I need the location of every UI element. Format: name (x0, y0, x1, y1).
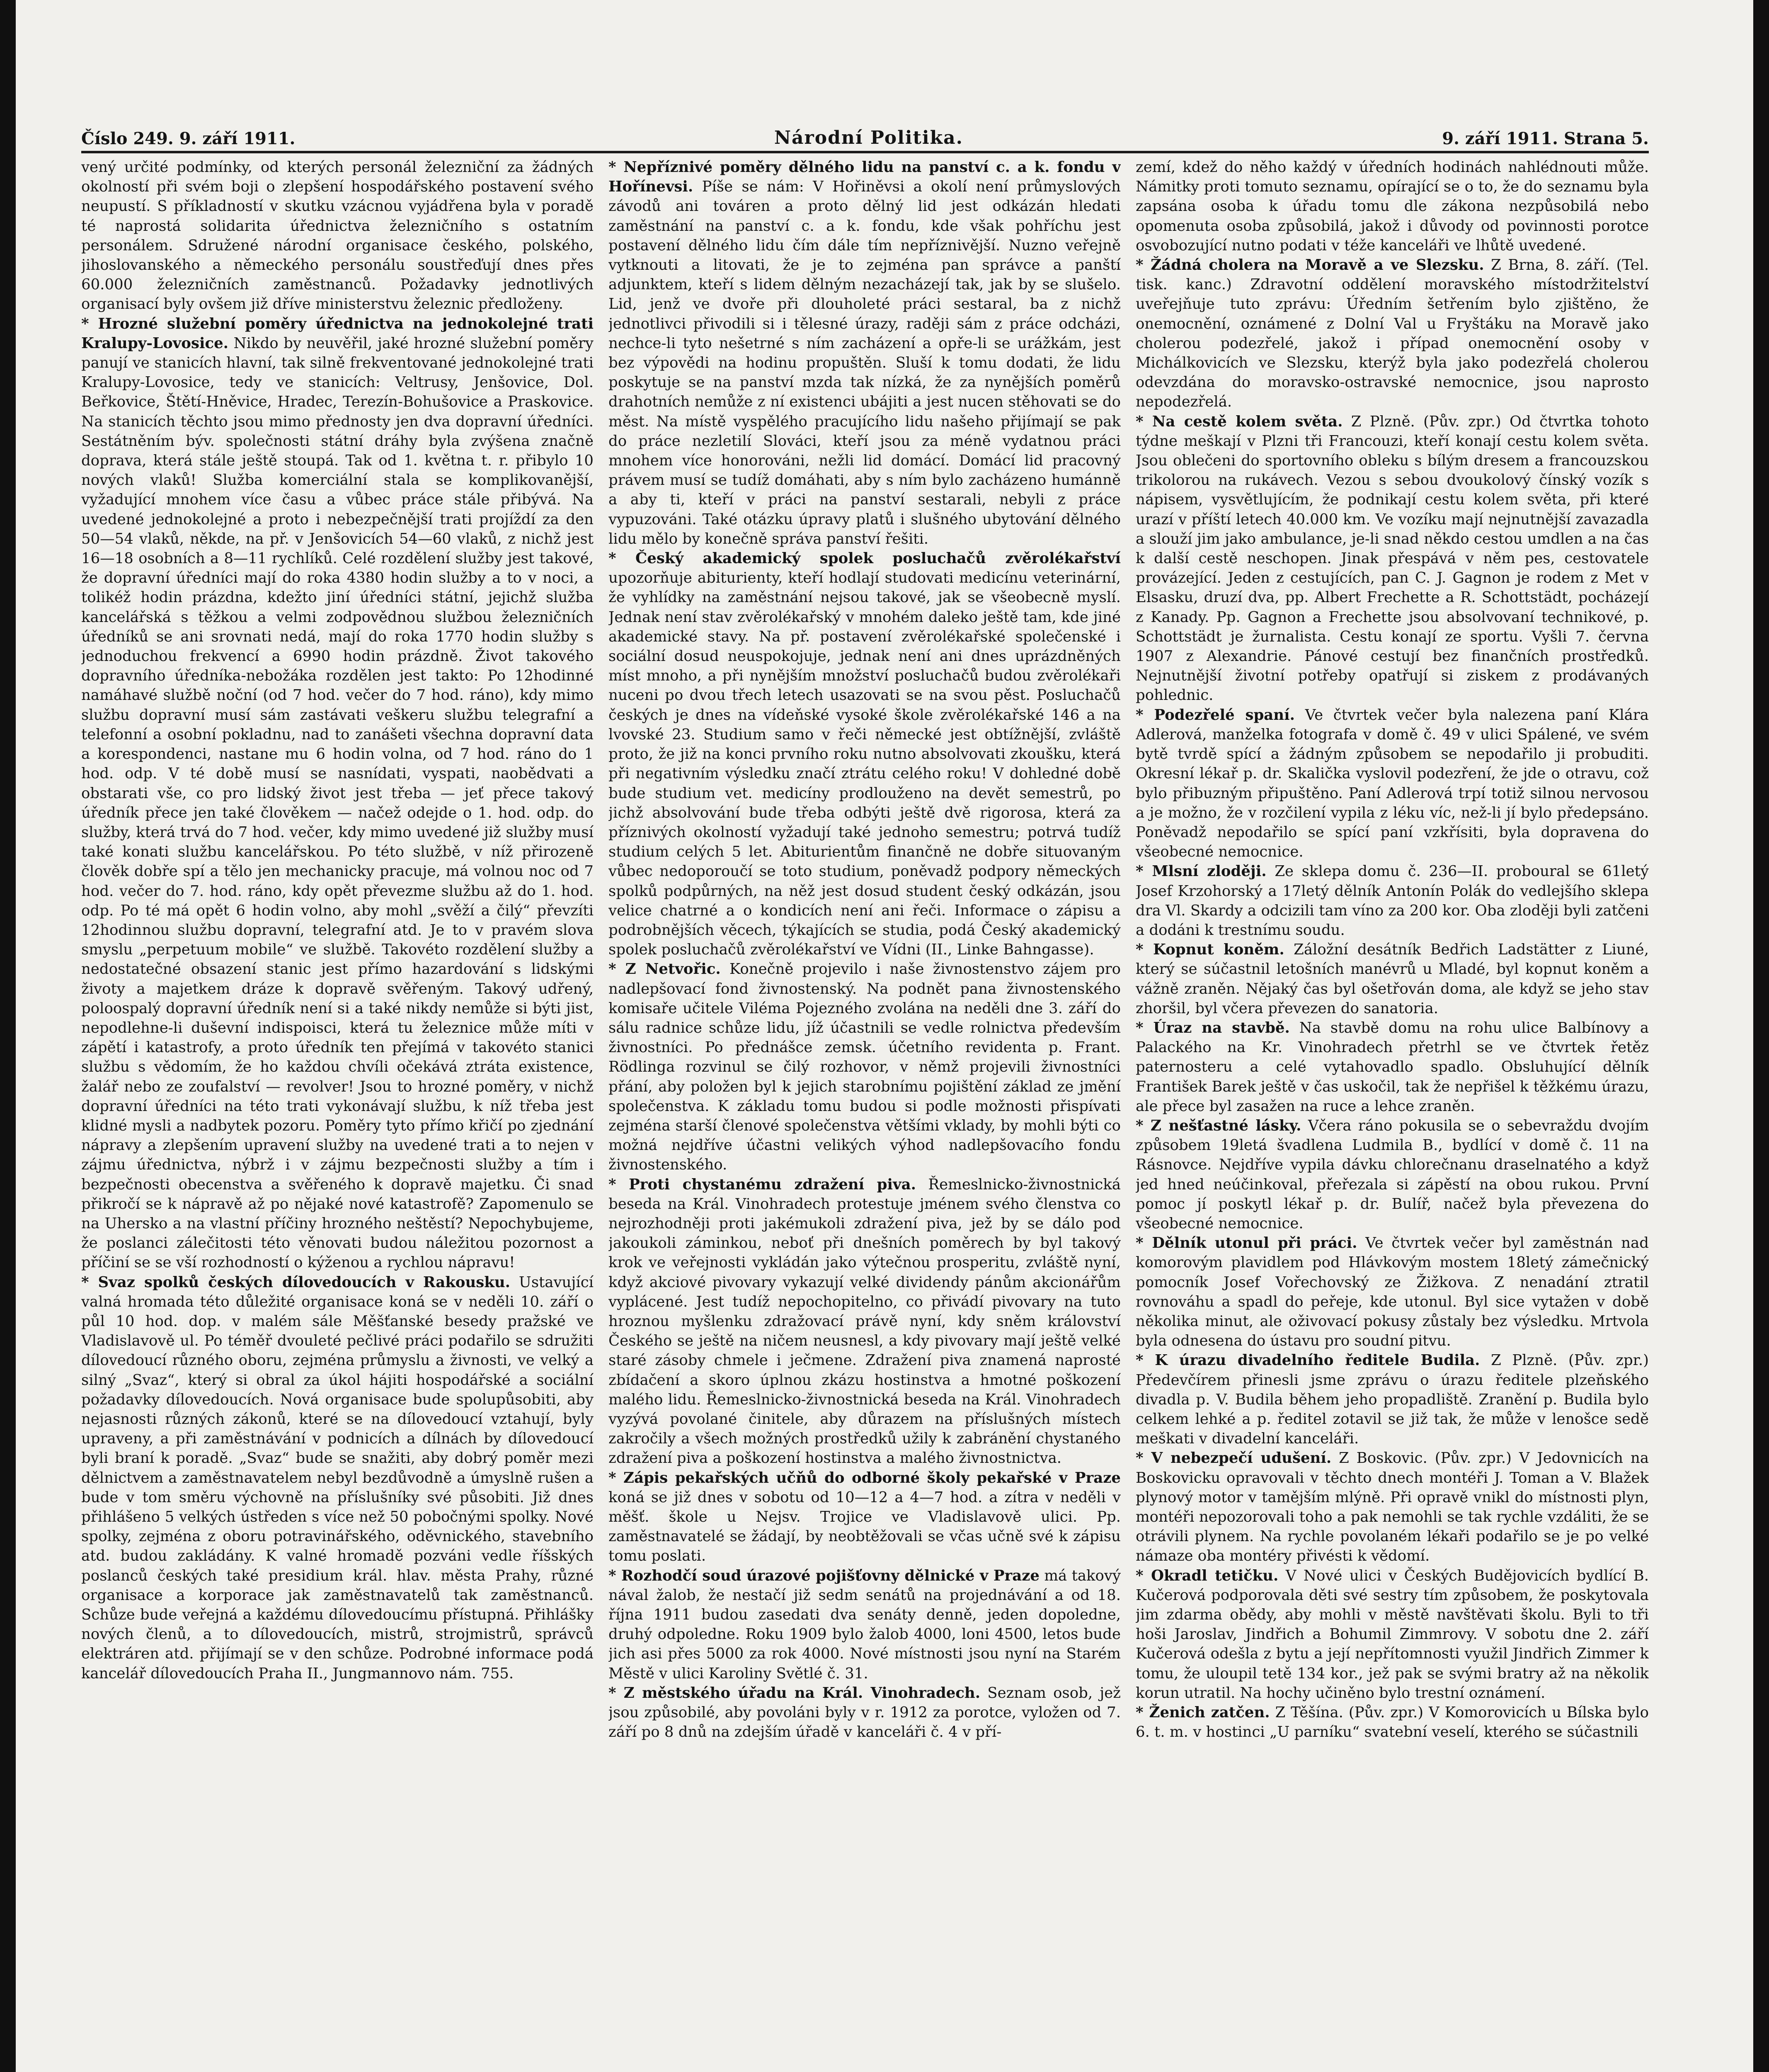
page-header (81, 124, 1649, 148)
article-headline: * Proti chystanému zdražení piva. (608, 1176, 916, 1193)
article-headline: * Z nešťastné lásky. (1136, 1117, 1301, 1134)
article (1136, 1703, 1649, 1742)
article (1136, 1351, 1649, 1448)
article-headline: * Na cestě kolem světa. (1136, 413, 1343, 430)
article-headline: * V nebezpečí udušení. (1136, 1450, 1332, 1467)
article-body: Nikdo by neuvěřil, jaké hrozné služební poměry panují ve stanicích hlavní, tak silně frekventované jednokolejné trati Kralupy-Lovosice, tedy ve stanicích: Veltrusy, Jenšovice, Dol. Beřkovice, Štětí-Hněvice, Hradec, Terezín-Bohušovice a Praskovice. Na stanicích těchto jsou mimo přednosty jen dva dopravní úředníci. Sestátněním býv. společnosti státní dráhy byla zvýšena značně doprava, která stále ještě stoupá. Tak od 1. května t. r. přibylo 10 nových vlaků! Služba komerciální stala se komplikovanější, vyžadující mnohem více času a vůbec práce stále přibývá. Na uvedené jednokolejné a proto i nebezpečnější trati projíždí za den 50—54 vlaků, někde, na př. v Jenšovicích 54—60 vlaků, z nichž jest 16—18 osobních a 8—11 rychlíků. Celé rozdělení služby jest takové, že dopravní úředníci mají do roka 4380 hodin služby a to v noci, a tolikéž hodin prázdna, kdežto jiní úředníci státní, jejichž služba kancelářská s těžkou a velmi zodpovědnou službou železničních úředníků se ani srovnati nedá, mají do roka 1770 hodin služby s jednoduchou frekvencí a 6990 hodin prázdně. Život takového dopravního úředníka-nebožáka rozdělen jest takto: Po 12hodinné namáhavé službě noční (od 7 hod. večer do 7 hod. ráno), kdy mimo službu dopravní musí sám zastávati veškeru službu telegrafní a telefonní a osobní pokladnu, nad to zanášeti všechna dopravní data a korespondenci, nastane mu 6 hodin volna, od 7 hod. ráno do 1 hod. odp. V té době musí se nasnídati, vyspati, naobědvati a obstarati vše, co pro lidský život jest třeba — jeť přece takový úředník přece jen také člověkem — načež odejde o 1. hod. odp. do služby, která trvá do 7 hod. večer, kdy mimo uvedené již služby musí také konati službu kancelářskou. Po této službě, v níž přirozeně člověk dobře spí a tělo jen mechanicky pracuje, má volnou noc od 7 hod. večer do 7. hod. ráno, kdy opět převezme službu až do 1. hod. odp. Po té má opět 6 hodin volno, aby mohl „svěží a čilý“ převzíti 12hodinnou službu dopravní, telegrafní atd. Je to v pravém slova smyslu „perpetuum mobile“ ve službě. Takovéto rozdělení služby a nedostatečné obsazení stanic jest přímo hazardování s lidskými životy a majetkem dráze k dopravě svěřeným. Takový udřený, poloospalý dopravní úředník není si a také nikdy nemůže si býti jist, nepodlehne-li duševní indispoisci, která tu železnice může míti v zápětí i katastrofy, a proto úředník ten přejímá v takovéto stanici službu s vědomím, že ho každou chvíli očekává ztráta existence, žalář nebo ze zoufalství — revolver! Jsou to hrozné poměry, v nichž dopravní úředníci na této trati vykonávají službu, k níž třeba jest klidné mysli a nadbytek pozoru. Poměry tyto přímo křičí po zjednání nápravy a zlepšením upravení služby na uvedené trati a to nejen v zájmu úřednictva, nýbrž i v zájmu bezpečnosti služby a tím i bezpečnosti obecenstva a svěřeného k dopravě majetku. Či snad přikročí se k nápravě až po nějaké nové katastrofě? Zapomenulo se na Uhersko a na vlastní příčiny hrozného neštěstí? Nepochybujeme, že poslanci zálečitosti této věnovati budou náležitou pozornost a příčiní se se vší rozhodností o kýženou a rychlou nápravu! (81, 334, 594, 1271)
article (608, 959, 1121, 1174)
article-body: vený určité podmínky, od kterých personál železniční za žádných okolností při svém boji o zlepšení hospodářského postavení svého neupustí. S příkladností v skutku vzácnou vyjádřena byla v poradě té naprostá solidarita úřednictva železničního s ostatním personálem. Sdružené národní organisace českého, polského, jihoslovanského a německého personálu soustřeďují dnes přes 60.000 železničních zaměstnanců. Požadavky jednotlivých organisací byly ovšem již dříve ministerstvu železnic předloženy. (81, 159, 594, 313)
article (1136, 1018, 1649, 1116)
article (608, 157, 1121, 549)
article (81, 314, 594, 1273)
scan-edge-right (1753, 0, 1769, 2072)
article (1136, 862, 1649, 940)
article-headline: * Český akademický spolek posluchačů zvěrolékařství (608, 550, 1121, 567)
column-3 (1136, 157, 1649, 2072)
article (81, 1273, 594, 1683)
article-headline: * Z městského úřadu na Král. Vinohradech. (608, 1684, 981, 1702)
article-body: zemí, kdež do něho každý v úředních hodinách nahlédnouti může. Námitky proti tomuto seznamu, opírající se o to, že do seznamu byla zapsána osoba k úřadu tomu dle zákona nezpůsobilá nebo opomenuta osoba způsobilá, jakož i důvody od povinnosti porotce osvobozující nutno podati v téže kanceláři ve lhůtě uvedené. (1136, 159, 1649, 254)
article (1136, 157, 1649, 255)
header-date-page: 9. září 1911. Strana 5. (1442, 129, 1649, 148)
article-headline: * Rozhodčí soud úrazové pojišťovny dělnické v Praze (608, 1567, 1040, 1584)
article-headline: * Žádná cholera na Moravě a ve Slezsku. (1136, 257, 1484, 274)
article-columns (81, 157, 1649, 2072)
article-body: Ze sklepa domu č. 236—II. proboural se 61letý Josef Krzohorský a 17letý dělník Antonín Polák do vedlejšího sklepa dra Vl. Skardy a odcizili tam víno za 200 kor. Oba zloději byli zatčeni a dodáni k trestnímu soudu. (1136, 863, 1649, 939)
article-body: V Nové ulici v Českých Budějovicích bydlící B. Kučerová podporovala děti své sestry tím způsobem, že poskytovala jim zdarma obědy, aby mohli v městě navštěvati školu. Byli to tři hoši Jaroslav, Jindřich a Bohumil Zimmrovy. V sobotu dne 2. září Kučerová odešla z bytu a její nepřítomnosti využil Jindřich Zimmer k tomu, že uloupil tetě 134 kor., jež pak se svými bratry až na několik korun utratil. Na hochy učiněno bylo trestní oznámení. (1136, 1567, 1649, 1702)
article-body: Včera ráno pokusila se o sebevraždu dvojím způsobem 19letá švadlena Ludmila B., bydlící v domě č. 11 na Rásnovce. Nejdříve vypila dávku chlorečnanu draselnatého a když jed hned neúčinkoval, přeřezala si zápěstí na obou rukou. První pomoc jí poskytl lékař p. dr. Bulíř, načež byla převezena do všeobecné nemocnice. (1136, 1117, 1649, 1232)
article-body: Z Těšína. (Pův. zpr.) V Komorovicích u Bílska bylo 6. t. m. v hostinci „U parníku“ svatební veselí, kterého se súčastnili (1136, 1704, 1649, 1741)
article (608, 1175, 1121, 1468)
article-headline: * Svaz spolků českých dílovedoucích v Rakousku. (81, 1273, 511, 1291)
article-body: Z Boskovic. (Pův. zpr.) V Jedovnicích na Boskovicku opravovali v těchto dnech montéři J. Toman a V. Blažek plynový motor v tamějším mlýně. Při opravě vnikl do místnosti plyn, montéři nepozorovali toho a pak nemohli se tak rychle vzdáliti, že se otrávili plynem. Na rychle povolaném lékaři podařilo se je po velké námaze oba montéry přivésti k vědomí. (1136, 1450, 1649, 1565)
article-body: Konečně projevilo i naše živnostenstvo zájem pro nadlepšovací fond živnostenský. Na podnět pana živnostenského komisaře učitele Viléma Pojezného zvolána na neděli dne 3. září do sálu radnice schůze lidu, jíž účastnili se vedle rolnictva především živnostníci. Po přednášce zemsk. účetního revidenta p. Frant. Rödlinga rozvinul se čilý rozhovor, v němž projevili živnostníci přání, aby položen byl k jejich starobnímu pojištění základ ze jmění společenstva. K základu tomu budou si podle možnosti přispívati zejména starší členové společenstva většími vklady, by mohli býti co možná nejdříve účastni velikých výhod nadlepšovacího fondu živnostenského. (608, 961, 1121, 1174)
article (608, 1468, 1121, 1566)
article (1136, 412, 1649, 705)
article-body: Ve čtvrtek večer byla nalezena paní Klára Adlerová, manželka fotografa v domě č. 49 v ulici Spálené, ve svém bytě tvrdě spící a žádným způsobem se nepodařilo ji probuditi. Okresní lékař p. dr. Skalička vyslovil podezření, že jde o otravu, což bylo přibuzným připuštěno. Paní Adlerová trpí totiž silnou nervosou a je možno, že v rozčilení vypila z léku víc, než-li jí bylo předepsáno. Poněvadž nepodařilo se spící paní vzkřísiti, byla dopravena do všeobecné nemocnice. (1136, 706, 1649, 861)
newspaper-title: Národní Politika. (774, 127, 963, 148)
article (1136, 1448, 1649, 1566)
header-rule (81, 151, 1649, 153)
article-body: Píše se nám: V Hořiněvsi a okolí není průmyslových závodů ani továren a proto dělný lid jest odkázán hledati zaměstnání na panství c. a k. fondu, kde však pohříchu jest postavení dělného lidu čím dále tím nepříznivější. Nuzno veřejně vytknouti a litovati, že je to zejména pan správce a panští adjunktem, kteří s lidem dělným nezacházejí tak, jak by se slušelo. Lid, jenž ve dvoře při dlouholeté práci sestaral, ba z nichž jednotlivci přivodili si i tělesné úrazy, raději sám z práce odcházi, nechce-li tyto nešetrné s ním zacházení a opře-li se urážkám, jest bez výpovědi na hodinu propuštěn. Sluší k tomu dodati, že lidu poskytuje se na panství mzda tak nízká, že za nynějších poměrů drahotních nemůže z ní existenci ubájiti a jest nucen stěhovati se do měst. Na místě vyspělého pracujícího lidu našeho přijímají se pak do práce nezletilí Slováci, kteří jsou za méně vydatnou práci mnohem více honorováni, nežli lid domácí. Domácí lid pracovný právem musí se tudíž domáhati, aby s ním bylo zacházeno humánně a aby ti, kteří v práci na panství sestarali, nebyli z práce vypuzováni. Také otázku úpravy platů i slušného ubytování dělného lidu mělo by konečně správa panství řešiti. (608, 178, 1121, 547)
scan-edge-left (0, 0, 16, 2072)
article-body: Z Plzně. (Pův. zpr.) Předevčírem přinesli jsme zprávu o úrazu ředitele plzeňského divadla p. V. Budila během jeho propadliště. Zranění p. Budila bylo celkem lehké a p. ředitel zotavil se již tak, že může v lenošce sedě meškati v divadelní kanceláři. (1136, 1352, 1649, 1447)
column-2 (608, 157, 1121, 2072)
article-headline: * Ženich zatčen. (1136, 1704, 1270, 1721)
article (1136, 1233, 1649, 1351)
article (1136, 1116, 1649, 1233)
article-body: Seznam osob, jež jsou způsobilé, aby povoláni byly v r. 1912 za porotce, vyložen od 7. září po 8 dnů na zdejším úřadě v kanceláři č. 4 v pří- (608, 1684, 1121, 1741)
article (608, 1683, 1121, 1742)
article (81, 157, 594, 314)
article (1136, 255, 1649, 412)
column-1 (81, 157, 594, 2072)
article-headline: * Dělník utonul při práci. (1136, 1234, 1357, 1252)
article (1136, 1566, 1649, 1703)
article-headline: * Hrozné služební poměry úřednictva na jednokolejné trati Kralupy-Lovosice. (81, 315, 594, 352)
article-headline: * Kopnut koněm. (1136, 941, 1284, 959)
article (1136, 705, 1649, 862)
article-headline: * Podezřelé spaní. (1136, 706, 1295, 724)
header-issue-number: Číslo 249. 9. září 1911. (81, 129, 296, 148)
article (608, 1566, 1121, 1683)
article-headline: * Mlsní zloději. (1136, 863, 1267, 880)
article-body: Záložní desátník Bedřich Ladstätter z Liuné, který se súčastnil letošních manévrů u Mladé, byl kopnut koněm a vážně zraněn. Nějaký čas byl ošetřován doma, ale když se jeho stav zhoršil, byl včera převezen do sanatoria. (1136, 941, 1649, 1017)
article-headline: * Úraz na stavbě. (1136, 1019, 1290, 1036)
article-body: Z Plzně. (Pův. zpr.) Od čtvrtka tohoto týdne meškají v Plzni tři Francouzi, kteří konají cestu kolem světa. Jsou oblečeni do sportovního obleku s bílým dresem a francouzskou trikolorou na rukávech. Vezou s sebou dvoukolový čínský vozík s nápisem, vysvětlujícím, že podnikají cestu kolem světa, při které urazí v příští letech 40.000 km. Ve vozíku mají nejnutnější zavazadla a slouží jim jako ambulance, je-li snad někdo cestou umdlen a na čas k další cestě neschopen. Jinak přespává v něm pes, cestovatele provázející. Jeden z cestujících, pan C. J. Gagnon je rodem z Met v Elsasku, druzí dva, pp. Albert Frechette a R. Schottstädt, pocházejí z Kanady. Pp. Gagnon a Frechette jsou absolvovaní technikové, p. Schottstädt je žurnalista. Cestu konají ze sportu. Vyšli 7. června 1907 z Alexandrie. Pánové cestují bez finančních prostředků. Nejnutnější životní potřeby opatřují si ziskem z prodávaných pohlednic. (1136, 413, 1649, 704)
article-body: má takový nával žalob, že nestačí již sedm senátů na projednávání a od 18. října 1911 budou zasedati dva senáty denně, jeden dopoledne, druhý odpoledne. Roku 1909 bylo žalob 4000, loni 4500, letos bude jich asi přes 5000 za rok 4000. Nové místnosti jsou nyní na Starém Městě v ulici Karoliny Světlé č. 31. (608, 1567, 1121, 1682)
article-headline: * Okradl tetičku. (1136, 1567, 1279, 1584)
article (608, 549, 1121, 959)
article-body: Ustavující valná hromada této důležité organisace koná se v neděli 10. září o půl 10 hod. dop. v malém sále Měšťanské besedy pražské ve Vladislavově ul. Po téměř dvouleté pečlivé práci podařilo se sdružiti dílovedoucí různého oboru, zejména průmyslu a živnosti, ve velký a silný „Svaz“, který si obral za úkol hájiti hospodářské a sociální požadavky dílovedoucích. Nová organisace bude spolupůsobiti, aby nejasnosti různých zákonů, které se na dílovedoucí vztahují, byly upraveny, a při zaměstnávání v podnicích a dílnách by dílovedoucí byli braní k poradě. „Svaz“ bude se snažiti, aby dobrý poměr mezi dělnictvem a zaměstnavatelem nebyl bezdůvodně a úmyslně rušen a bude v tom směru výchovně na příslušníky své působiti. Již dnes přihlášeno 5 velkých ústředen s více než 50 pobočnými spolky. Nové spolky, zejména z oboru potravinářského, oděvnického, stavebního atd. budou zakládány. K valné hromadě pozváni vedle říšských poslanců českých také presidium král. hlav. města Prahy, různé organisace a korporace jak zaměstnavatelů tak zaměstnanců. Schůze bude veřejná a každému dílovedoucímu přístupná. Přihlášky nových členů, a to dílovedoucích, mistrů, strojmistrů, správců elektráren atd. přijímají se v den schůze. Podrobné informace podá kancelář dílovedoucích Praha II., Jungmannovo nám. 755. (81, 1273, 594, 1682)
article (1136, 940, 1649, 1018)
article-body: Na stavbě domu na rohu ulice Balbínovy a Palackého na Kr. Vinohradech přetrhl se ve čtvrtek řetěz paternosteru a celé vytahovadlo spadlo. Obsluhující dělník František Barek ještě v čas uskočil, tak že nepřišel k těžkému úrazu, ale přece byl zasažen na ruce a lehce zraněn. (1136, 1019, 1649, 1115)
article-headline: * Nepříznivé poměry dělného lidu na panství c. a k. fondu v Hořínevsi. (608, 159, 1121, 196)
article-headline: * Z Netvořic. (608, 961, 721, 978)
article-headline: * K úrazu divadelního ředitele Budila. (1136, 1352, 1480, 1369)
article-body: koná se již dnes v sobotu od 10—12 a 4—7 hod. a zítra v neděli v měšť. škole u Nejsv. Trojice ve Vladislavově ulici. Pp. zaměstnavatelé se žádají, by neobtěžovali se včas učně své k zápisu tomu poslati. (608, 1489, 1121, 1565)
article-body: Z Brna, 8. září. (Tel. tisk. kanc.) Zdravotní oddělení moravského místodržitelství uveřejňuje tuto zprávu: Úředním šetřením bylo zjištěno, že onemocnění, oznámené z Dolní Val u Fryštáku na Moravě jako cholerou podezřelé, jakož i případ onemocnění osoby v Michálkovicích ve Slezsku, kterýž byla jako podezřelá cholerou odevzdána do moravsko-ostravské nemocnice, jsou naprosto nepodezřelá. (1136, 257, 1649, 411)
article-body: upozorňuje abiturienty, kteří hodlají studovati medicínu veterinární, že vyhlídky na zaměstnání nejsou takové, jak se všeobecně myslí. Jednak není stav zvěrolékařský v mnohém daleko ještě tam, kde jiné akademické stavy. Na př. postavení zvěrolékařské společenské i sociální dosud neuspokojuje, jednak není ani dnes uprázdněných míst mnoho, a při nynějším množství posluchačů budou zvěrolékaři nuceni po dvou třech letech usazovati se na svou pěst. Posluchačů českých je dnes na vídeňské vysoké škole zvěrolékařské 146 a na lvovské 23. Studium samo v řeči německé jest obtížnější, zvláště proto, že již na konci prvního roku nutno absolvovati zkoušku, která při negativním výsledku značí ztrátu celého roku! V dohledné době bude studium vet. medicíny prodlouženo na devět semestrů, po jichž absolvování bude třeba odbýti ještě dvě rigorosa, která za příznivých okolností vyžadují také jednoho semestru; potrvá tudíž studium celých 5 let. Abiturientům finančně ne dobře situovaným vůbec nedoporoučí se toto studium, poněvadž podpory německých spolků podpůrných, na něž jest dosud student český odkázán, jsou velice chatrné a o kondicích není ani řeči. Informace o zápisu a podrobnějších věcech, týkajících se studia, podá Český akademický spolek posluchačů zvěrolékařství ve Vídni (II., Linke Bahngasse). (608, 569, 1121, 959)
article-body: Řemeslnicko-živnostnická beseda na Král. Vinohradech protestuje jménem svého členstva co nejrozhodněji proti jakémukoli zdražení piva, jež by se dálo pod jakoukoli záminkou, neboť při dnešních poměrech by byl takový krok ve veřejnosti vykládán jako výtečnou prosperitu, zvláště nyní, když akciové pivovary vykazují velké dividendy pánům akcionářům vyplácené. Jest tudíž nepochopitelno, co přivádí pivovary na tuto hroznou myšlenku zdražovací právě nyní, kdy sněm království Českého se ještě na ničem neusnesl, a kdy pivovary mají ještě velké staré zásoby chmele i ječmene. Zdražení piva znamená naprosté zbídačení a skoro úplnou zkázu hostinstva a hmotné poškození malého lidu. Řemeslnicko-živnostnická beseda na Král. Vinohradech vyzývá povolané činitele, aby důrazem na příslušných místech zakročily a všech možných prostředků užily k zabránění chystaného zdražení piva a poškození hostinstva a malého živnostnictva. (608, 1176, 1121, 1467)
article-headline: * Zápis pekařských učňů do odborné školy pekařské v Praze (608, 1469, 1121, 1486)
article-body: Ve čtvrtek večer byl zaměstnán nad komorovým plavidlem pod Hlávkovým mostem 18letý zámečnický pomocník Josef Vořechovský ze Žižkova. Z nenadání ztratil rovnováhu a spadl do peřeje, kde utonul. Byl sice vytažen v době několika minut, ale oživovací pokusy zůstaly bez výsledku. Mrtvola byla odnesena do ústavu pro soudní pitvu. (1136, 1234, 1649, 1350)
